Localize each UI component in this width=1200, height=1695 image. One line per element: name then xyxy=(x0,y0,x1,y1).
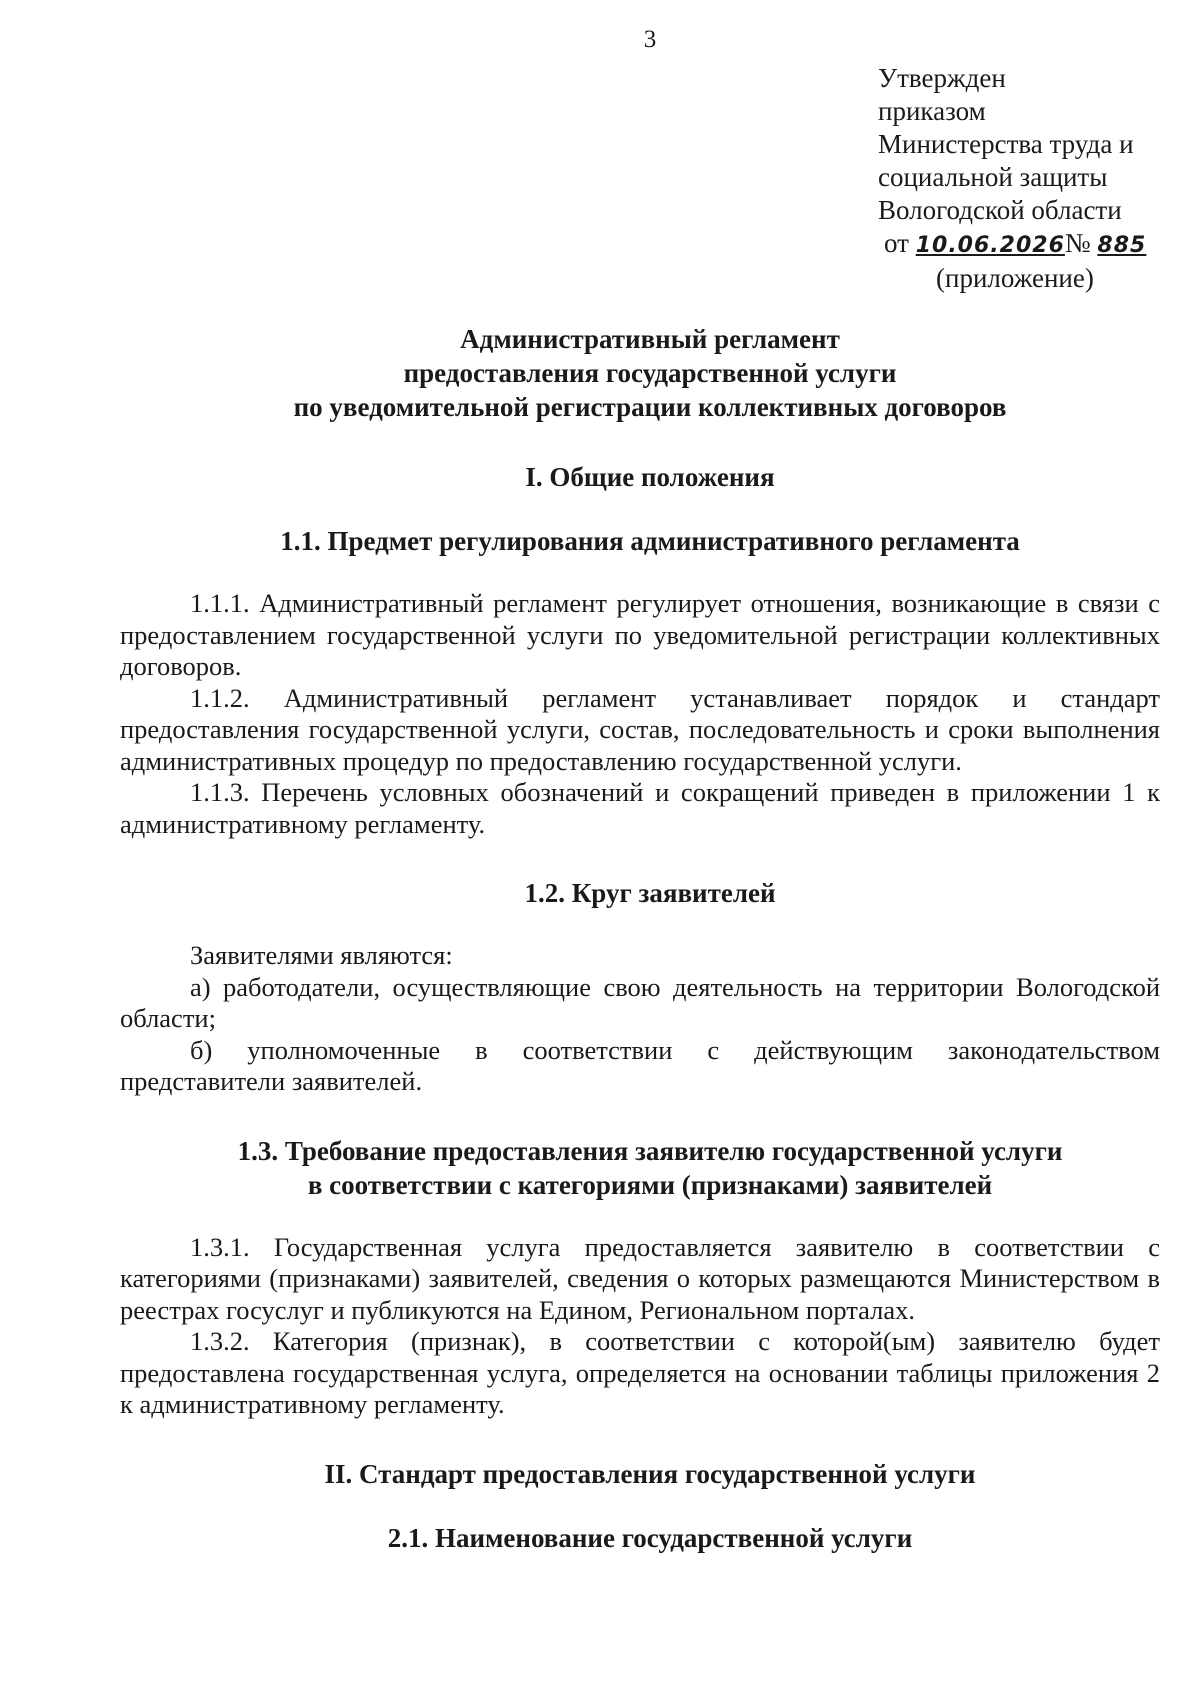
approval-line: Министерства труда и xyxy=(878,129,1134,159)
subsection-heading-2-1: 2.1. Наименование государственной услуги xyxy=(387,1522,913,1553)
applicants-item-b: б) уполномоченные в соответствии с действующим законодательством представители заявителей. xyxy=(120,1034,1160,1096)
approval-stamp xyxy=(878,62,1178,295)
paragraph-1-1-2: 1.1.2. Административный регламент устанавливает порядок и стандарт предоставления государственной услуги, состав, последовательность и сроки выполнения административных процедур по предоставлению государственной услуги. xyxy=(120,682,1160,776)
date-prefix: от xyxy=(884,228,909,258)
subsection-1-2-body xyxy=(120,940,1160,1098)
approval-line: Вологодской области xyxy=(878,195,1122,225)
approval-line: Утвержден xyxy=(878,63,1006,93)
section-heading-2: II. Стандарт предоставления государственной услуги xyxy=(324,1458,976,1489)
paragraph-1-3-2: 1.3.2. Категория (признак), в соответствии с которой(ым) заявителю будет предоставлена государственная услуга, определяется на основании таблицы приложения 2 к административному регламенту. xyxy=(120,1326,1160,1419)
heading-line: в соответствии с категориями (признаками) заявителей xyxy=(307,1169,993,1200)
document-body xyxy=(120,322,1160,1585)
appendix-note: (приложение) xyxy=(936,263,1094,293)
title-line: по уведомительной регистрации коллективных договоров xyxy=(293,392,1007,422)
subsection-heading-1-1: 1.1. Предмет регулирования административного регламента xyxy=(280,526,1020,556)
subsection-heading-1-2: 1.2. Круг заявителей xyxy=(524,878,776,908)
applicants-intro: Заявителями являются: xyxy=(190,940,453,970)
subsection-1-3-body xyxy=(120,1232,1160,1421)
page-number: 3 xyxy=(643,26,657,53)
number-sign: № xyxy=(1064,228,1091,258)
handwritten-date: 10.06.2026 xyxy=(915,233,1065,258)
title-line: предоставления государственной услуги xyxy=(403,358,897,388)
paragraph-1-1-3: 1.1.3. Перечень условных обозначений и сокращений приведен в приложении 1 к административному регламенту. xyxy=(120,777,1160,839)
section-heading-1: I. Общие положения xyxy=(525,462,775,492)
paragraph-1-1-1: 1.1.1. Административный регламент регулирует отношения, возникающие в связи с предоставлением государственной услуги по уведомительной регистрации коллективных договоров. xyxy=(120,588,1160,681)
approval-line: приказом xyxy=(878,96,986,126)
subsection-heading-1-3 xyxy=(120,1134,1160,1202)
subsection-1-1-body xyxy=(120,588,1160,840)
paragraph-1-3-1: 1.3.1. Государственная услуга предоставляется заявителю в соответствии с категориями (признаками) заявителей, сведения о которых размещаются Министерством в реестрах госуслуг и публикуются на Едином, Региональном порталах. xyxy=(120,1231,1160,1325)
title-line: Административный регламент xyxy=(460,324,840,354)
document-title xyxy=(120,322,1160,424)
approval-date-line xyxy=(878,227,1178,262)
approval-line: социальной защиты xyxy=(878,162,1108,192)
handwritten-order-number: 885 xyxy=(1097,233,1147,258)
applicants-item-a: а) работодатели, осуществляющие свою деятельность на территории Вологодской области; xyxy=(120,971,1160,1033)
heading-line: 1.3. Требование предоставления заявителю государственной услуги xyxy=(237,1135,1063,1166)
